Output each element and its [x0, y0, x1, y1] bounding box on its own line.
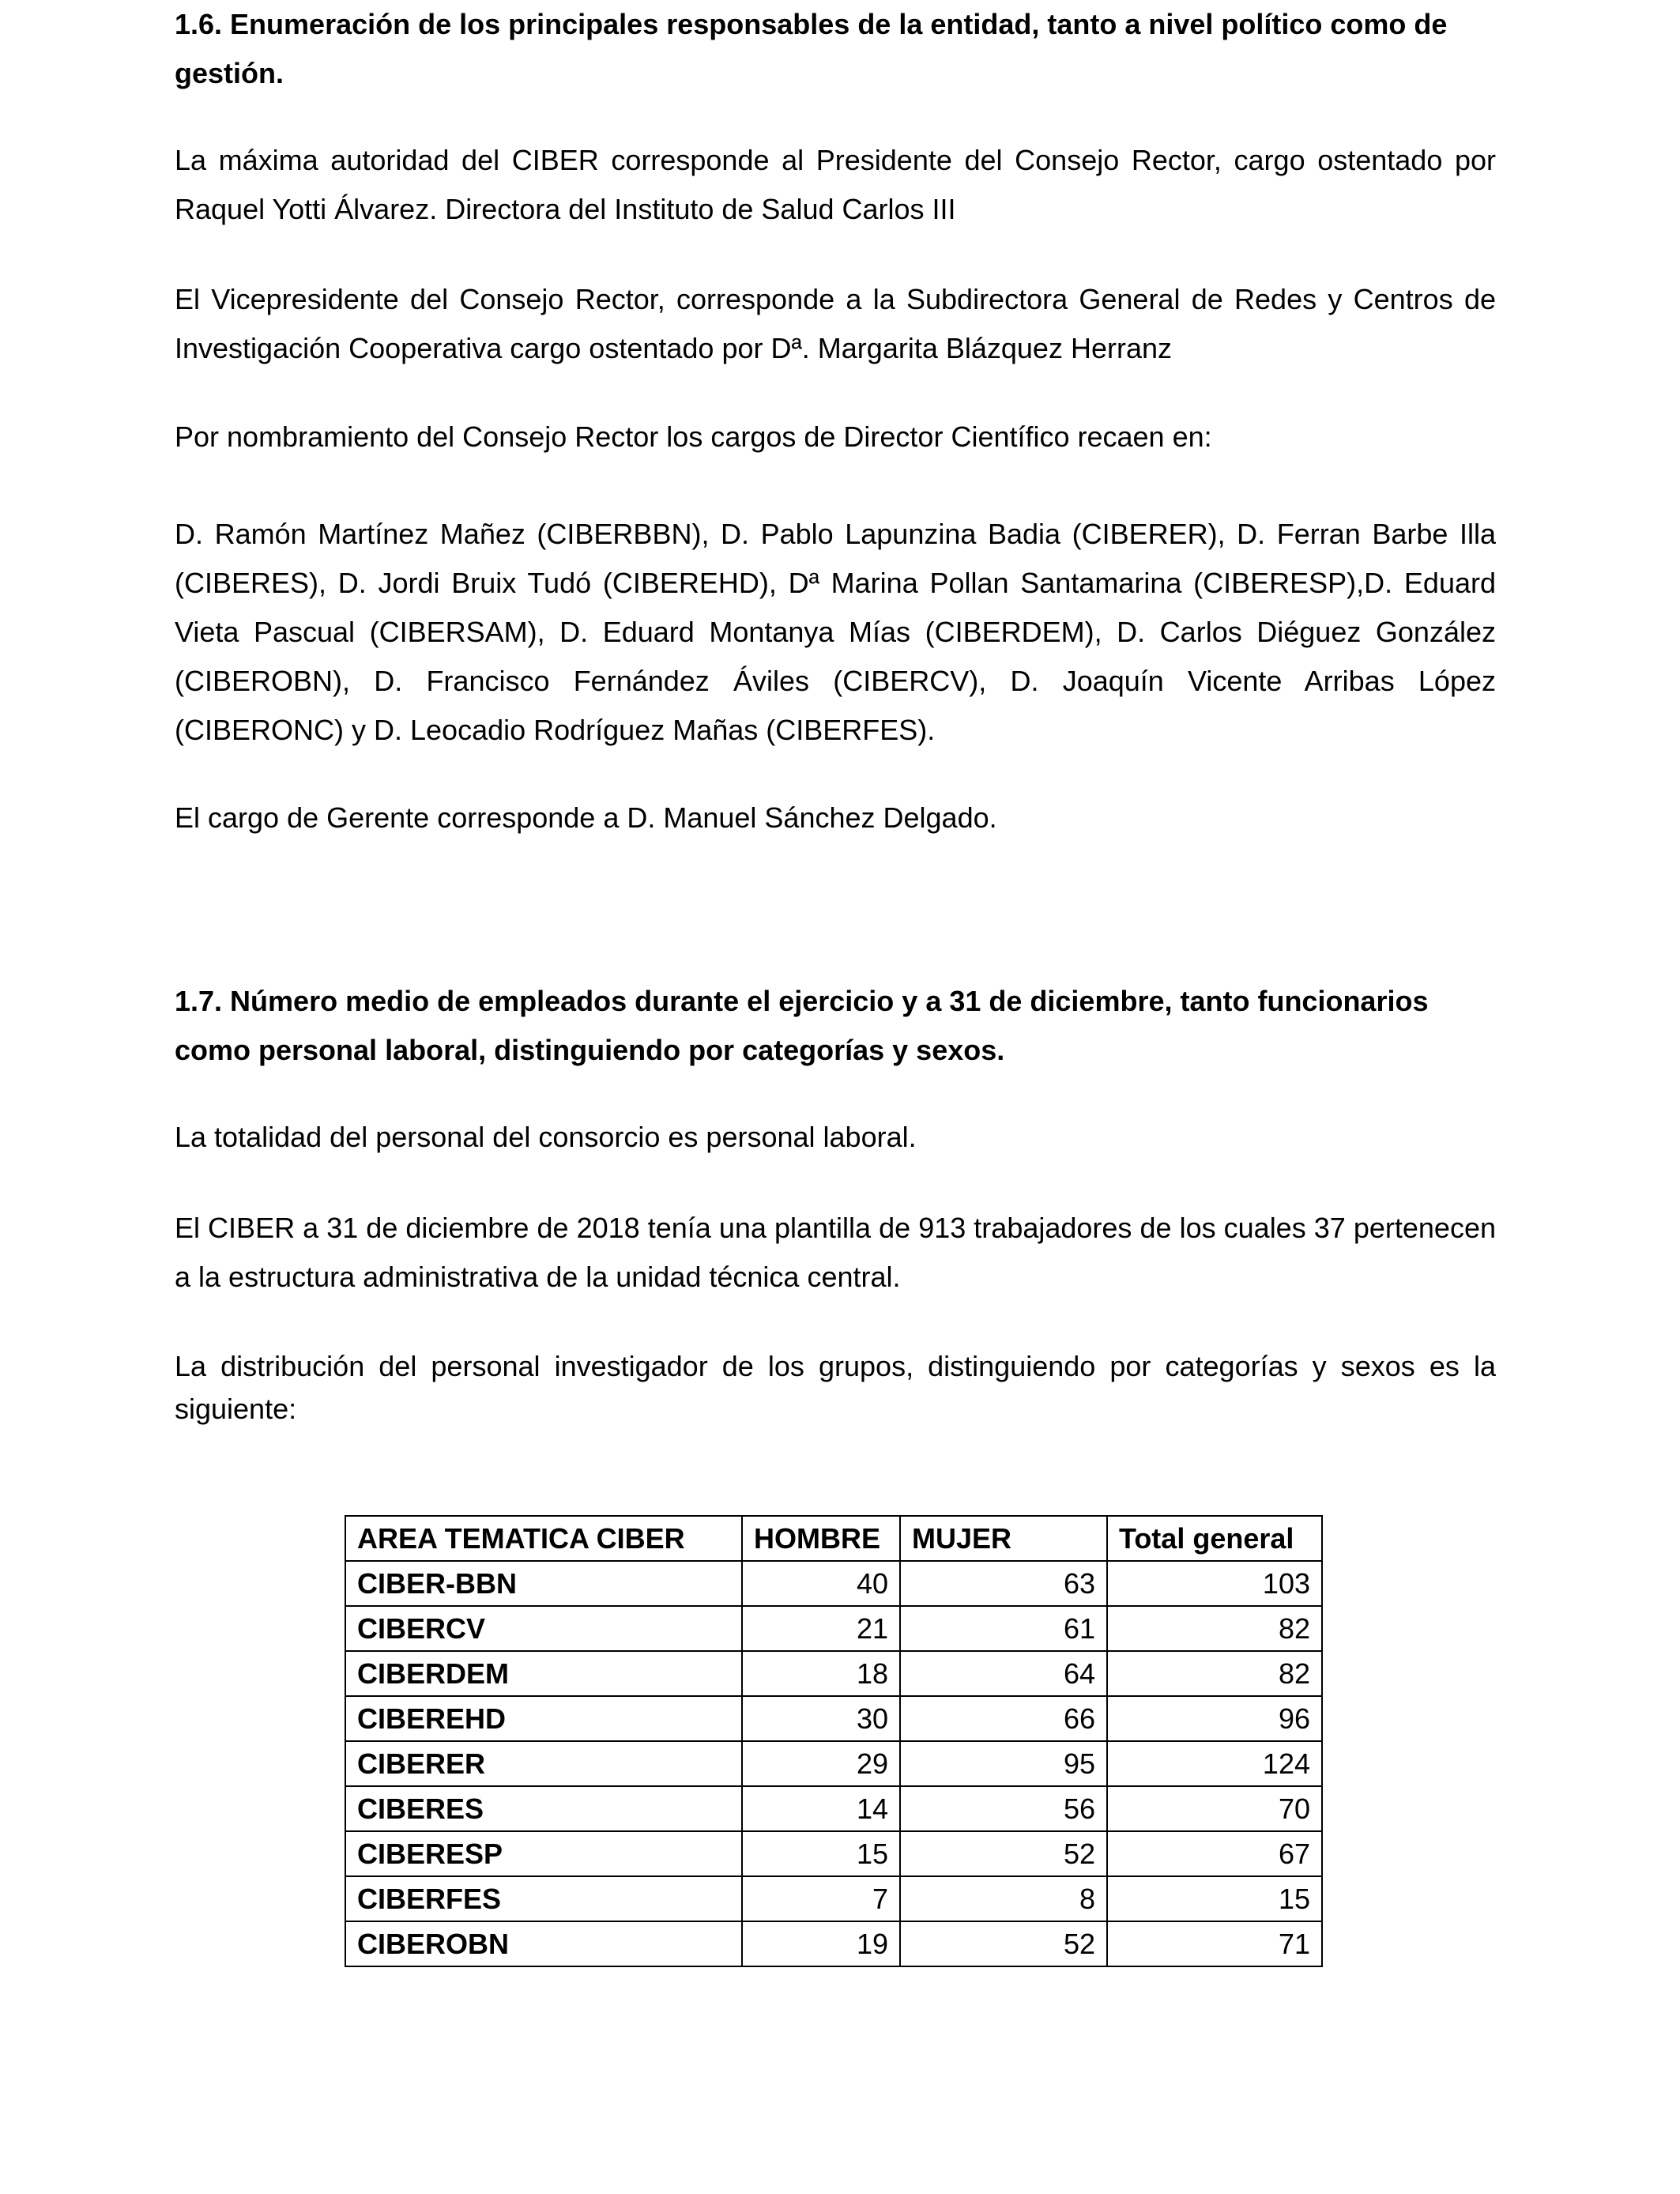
section-1-6-paragraph-vicepresident: El Vicepresidente del Consejo Rector, corresponde a la Subdirectora General de Redes y Centros de Investigación Cooperativa cargo ostentado por Dª. Margarita Blázquez Herranz	[175, 283, 1496, 364]
mujer-cell: 8	[900, 1876, 1107, 1921]
area-cell: CIBERDEM	[345, 1651, 742, 1696]
mujer-cell: 95	[900, 1741, 1107, 1786]
section-1-6-paragraph-manager: El cargo de Gerente corresponde a D. Manuel Sánchez Delgado.	[175, 801, 997, 834]
mujer-cell: 56	[900, 1786, 1107, 1831]
total-cell: 70	[1107, 1786, 1322, 1831]
section-1-7-heading: 1.7. Número medio de empleados durante el ejercicio y a 31 de diciembre, tanto funcionarios como personal laboral, distinguiendo por categorías y sexos.	[175, 985, 1429, 1066]
section-1-7-paragraph-staff-type: La totalidad del personal del consorcio es personal laboral.	[175, 1121, 917, 1153]
hombre-cell: 19	[742, 1921, 900, 1966]
section-1-7-paragraph-headcount: El CIBER a 31 de diciembre de 2018 tenía una plantilla de 913 trabajadores de los cuales 37 pertenecen a la estructura administrativa de la unidad técnica central.	[175, 1212, 1496, 1293]
table-row	[345, 1561, 1322, 1606]
hombre-cell: 18	[742, 1651, 900, 1696]
column-header-mujer: MUJER	[900, 1516, 1107, 1561]
mujer-cell: 52	[900, 1831, 1107, 1876]
hombre-cell: 40	[742, 1561, 900, 1606]
table-header-row	[345, 1516, 1322, 1561]
hombre-cell: 15	[742, 1831, 900, 1876]
section-1-6-paragraph-appointment: Por nombramiento del Consejo Rector los cargos de Director Científico recaen en:	[175, 420, 1212, 453]
total-cell: 103	[1107, 1561, 1322, 1606]
column-header-hombre: HOMBRE	[742, 1516, 900, 1561]
table-row	[345, 1606, 1322, 1651]
area-cell: CIBERER	[345, 1741, 742, 1786]
table-row	[345, 1651, 1322, 1696]
area-cell: CIBEROBN	[345, 1921, 742, 1966]
section-1-6-paragraph-directors: D. Ramón Martínez Mañez (CIBERBBN), D. Pablo Lapunzina Badia (CIBERER), D. Ferran Barbe Illa (CIBERES), D. Jordi Bruix Tudó (CIBEREHD), Dª Marina Pollan Santamarina (CIBERESP),D. Eduard Vieta Pascual (CIBERSAM), D. Eduard Montanya Mías (CIBERDEM), D. Carlos Diéguez González (CIBEROBN), D. Francisco Fernández Áviles (CIBERCV), D. Joaquín Vicente Arribas López (CIBERONC) y D. Leocadio Rodríguez Mañas (CIBERFES).	[175, 518, 1496, 746]
area-cell: CIBERCV	[345, 1606, 742, 1651]
total-cell: 124	[1107, 1741, 1322, 1786]
mujer-cell: 66	[900, 1696, 1107, 1741]
total-cell: 96	[1107, 1696, 1322, 1741]
hombre-cell: 29	[742, 1741, 900, 1786]
hombre-cell: 7	[742, 1876, 900, 1921]
table-row	[345, 1921, 1322, 1966]
table-row	[345, 1696, 1322, 1741]
table-row	[345, 1741, 1322, 1786]
hombre-cell: 30	[742, 1696, 900, 1741]
area-cell: CIBERES	[345, 1786, 742, 1831]
section-1-6-paragraph-president: La máxima autoridad del CIBER corresponde al Presidente del Consejo Rector, cargo ostentado por Raquel Yotti Álvarez. Directora del Instituto de Salud Carlos III	[175, 144, 1496, 225]
hombre-cell: 14	[742, 1786, 900, 1831]
total-cell: 82	[1107, 1606, 1322, 1651]
section-1-7-paragraph-distribution: La distribución del personal investigador de los grupos, distinguiendo por categorías y sexos es la siguiente:	[175, 1350, 1496, 1425]
column-header-area: AREA TEMATICA CIBER	[345, 1516, 742, 1561]
mujer-cell: 63	[900, 1561, 1107, 1606]
total-cell: 71	[1107, 1921, 1322, 1966]
section-1-6-heading: 1.6. Enumeración de los principales responsables de la entidad, tanto a nivel político como de gestión.	[175, 8, 1448, 89]
area-cell: CIBER-BBN	[345, 1561, 742, 1606]
area-cell: CIBERFES	[345, 1876, 742, 1921]
table-row	[345, 1876, 1322, 1921]
hombre-cell: 21	[742, 1606, 900, 1651]
total-cell: 82	[1107, 1651, 1322, 1696]
area-cell: CIBEREHD	[345, 1696, 742, 1741]
area-cell: CIBERESP	[345, 1831, 742, 1876]
mujer-cell: 64	[900, 1651, 1107, 1696]
table-row	[345, 1786, 1322, 1831]
table-row	[345, 1831, 1322, 1876]
total-cell: 67	[1107, 1831, 1322, 1876]
total-cell: 15	[1107, 1876, 1322, 1921]
mujer-cell: 61	[900, 1606, 1107, 1651]
staff-distribution-table	[345, 1515, 1323, 1967]
mujer-cell: 52	[900, 1921, 1107, 1966]
column-header-total: Total general	[1107, 1516, 1322, 1561]
